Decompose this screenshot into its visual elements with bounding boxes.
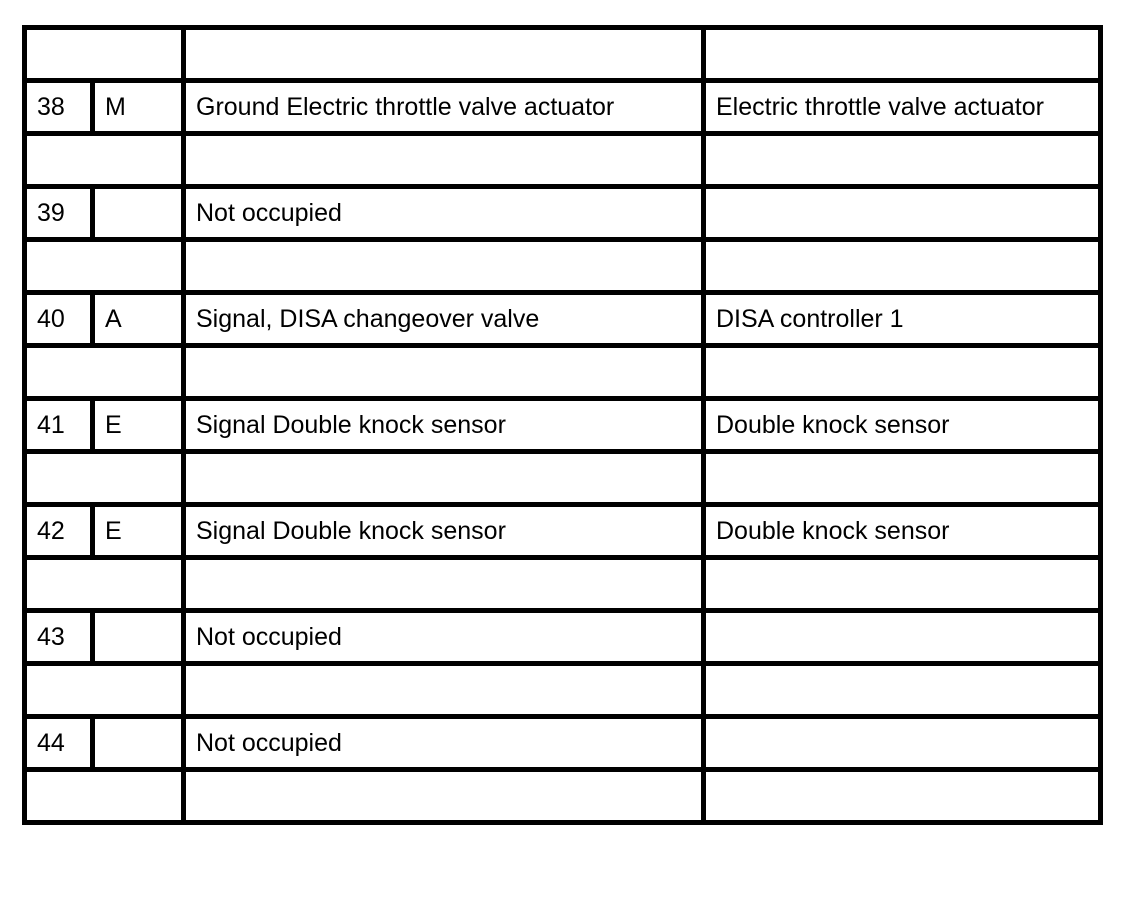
pin-description: Ground Electric throttle valve actuator	[184, 81, 704, 134]
spacer-cell	[25, 558, 184, 611]
spacer-cell	[704, 558, 1101, 611]
spacer-row	[25, 452, 1101, 505]
pin-component: Double knock sensor	[704, 505, 1101, 558]
pin-number: 41	[25, 399, 93, 452]
pin-number: 44	[25, 717, 93, 770]
pin-type	[93, 611, 184, 664]
pin-description: Signal Double knock sensor	[184, 505, 704, 558]
pin-component: DISA controller 1	[704, 293, 1101, 346]
spacer-cell	[184, 134, 704, 187]
pin-component	[704, 187, 1101, 240]
pin-type	[93, 717, 184, 770]
pin-number: 40	[25, 293, 93, 346]
spacer-cell	[704, 770, 1101, 823]
table-row	[25, 505, 1101, 558]
spacer-cell	[704, 240, 1101, 293]
table-row	[25, 611, 1101, 664]
table-row	[25, 81, 1101, 134]
pin-description: Not occupied	[184, 717, 704, 770]
pin-assignment-table	[22, 25, 1103, 825]
pin-description: Signal Double knock sensor	[184, 399, 704, 452]
spacer-cell	[184, 346, 704, 399]
spacer-row	[25, 664, 1101, 717]
pin-number: 38	[25, 81, 93, 134]
spacer-cell	[704, 452, 1101, 505]
spacer-cell	[184, 240, 704, 293]
pin-component	[704, 611, 1101, 664]
pin-description: Not occupied	[184, 187, 704, 240]
pin-number: 42	[25, 505, 93, 558]
spacer-cell	[25, 28, 184, 81]
table-row	[25, 399, 1101, 452]
pin-component: Double knock sensor	[704, 399, 1101, 452]
spacer-cell	[704, 664, 1101, 717]
spacer-cell	[184, 664, 704, 717]
pin-description: Signal, DISA changeover valve	[184, 293, 704, 346]
table-row	[25, 717, 1101, 770]
spacer-cell	[25, 134, 184, 187]
pin-component: Electric throttle valve actuator	[704, 81, 1101, 134]
pin-type: E	[93, 399, 184, 452]
spacer-cell	[704, 134, 1101, 187]
table-row	[25, 293, 1101, 346]
spacer-cell	[184, 770, 704, 823]
spacer-row	[25, 28, 1101, 81]
spacer-cell	[25, 770, 184, 823]
pin-description: Not occupied	[184, 611, 704, 664]
pin-type: M	[93, 81, 184, 134]
spacer-cell	[704, 346, 1101, 399]
spacer-row	[25, 134, 1101, 187]
spacer-cell	[25, 240, 184, 293]
pin-type: A	[93, 293, 184, 346]
spacer-row	[25, 240, 1101, 293]
spacer-row	[25, 558, 1101, 611]
spacer-cell	[184, 452, 704, 505]
pin-number: 43	[25, 611, 93, 664]
pin-type	[93, 187, 184, 240]
table-row	[25, 187, 1101, 240]
spacer-cell	[25, 452, 184, 505]
spacer-cell	[184, 558, 704, 611]
spacer-cell	[184, 28, 704, 81]
spacer-cell	[704, 28, 1101, 81]
spacer-cell	[25, 664, 184, 717]
pin-type: E	[93, 505, 184, 558]
spacer-row	[25, 346, 1101, 399]
pin-component	[704, 717, 1101, 770]
pin-number: 39	[25, 187, 93, 240]
spacer-row	[25, 770, 1101, 823]
spacer-cell	[25, 346, 184, 399]
